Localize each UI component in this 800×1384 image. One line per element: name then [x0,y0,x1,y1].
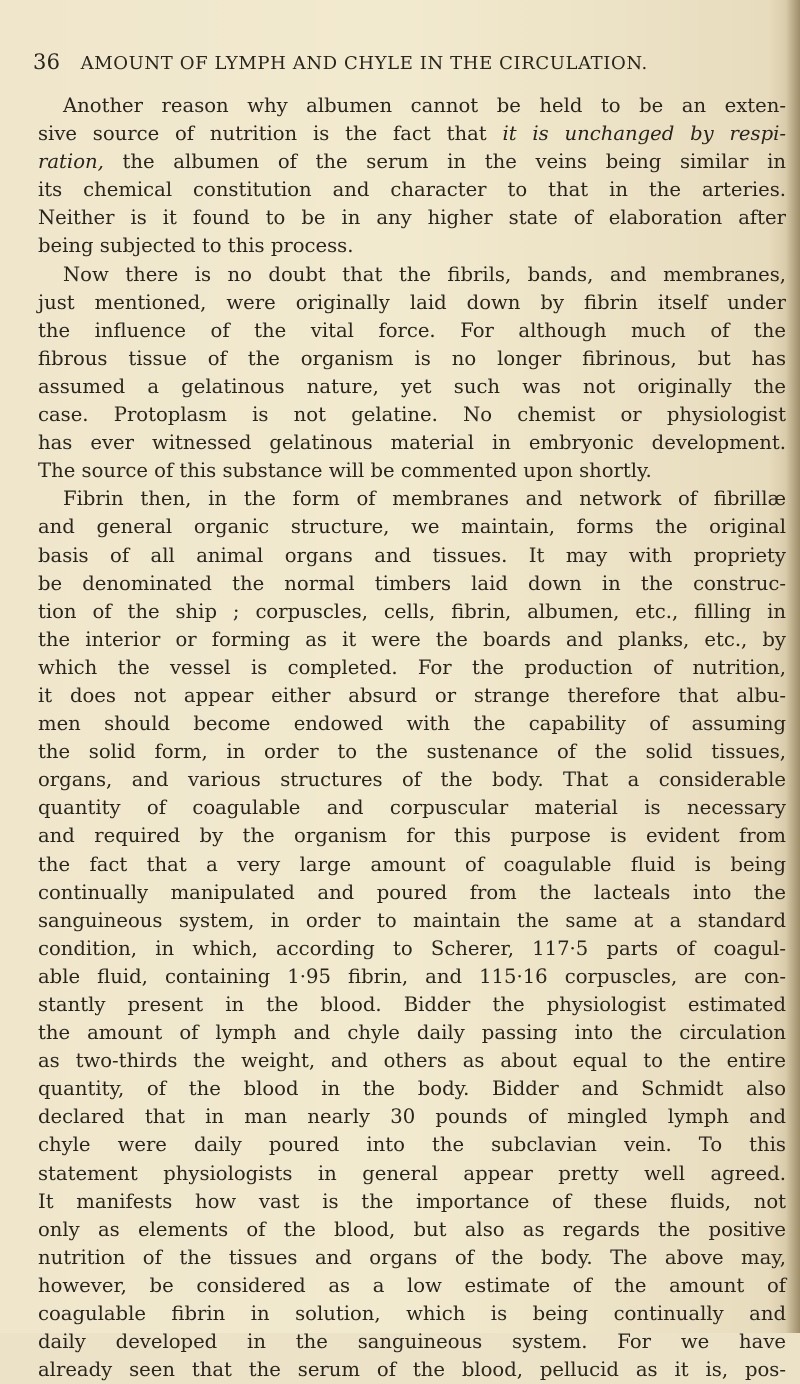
text-line: sanguineous system, in order to maintain the same at a standard [38,908,786,932]
text-line: the interior or forming as it were the boards and planks, etc., by [38,627,786,651]
text-line: tion of the ship ; corpuscles, cells, fibrin, albumen, etc., filling in [38,599,786,623]
page-number: 36 [33,50,61,74]
text-line: its chemical constitution and character to that in the arteries. [38,178,786,202]
text-line: the influence of the vital force. For although much of the [38,318,786,342]
text-line: as two-thirds the weight, and others as about equal to the entire [38,1049,786,1073]
text-line: case. Protoplasm is not gelatine. No chemist or physiologist [38,403,786,427]
running-header [33,50,773,74]
text-line: statement physiologists in general appear pretty well agreed. [38,1161,786,1185]
text-line: fibrous tissue of the organism is no longer fibrinous, but has [38,346,786,370]
text-line: The source of this substance will be commented upon shortly. [38,459,652,483]
text-line: Neither is it found to be in any higher state of elaboration after [38,206,786,230]
text-line: only as elements of the blood, but also as regards the positive [38,1217,786,1241]
text-line: declared that in man nearly 30 pounds of mingled lymph and [38,1105,786,1129]
text-line: daily developed in the sanguineous system. For we have [38,1330,786,1354]
text-line: just mentioned, were originally laid down by fibrin itself under [38,290,786,314]
text-line: coagulable fibrin in solution, which is being continually and [38,1302,786,1326]
text-line: chyle were daily poured into the subclavian vein. To this [38,1133,786,1157]
running-title: AMOUNT OF LYMPH AND CHYLE IN THE CIRCULATION. [80,53,648,74]
text-line: and required by the organism for this purpose is evident from [38,824,786,848]
text-line: It manifests how vast is the importance of these fluids, not [38,1189,786,1213]
text-line: being subjected to this process. [38,234,354,258]
text-line: has ever witnessed gelatinous material in embryonic development. [38,431,786,455]
text-line: assumed a gelatinous nature, yet such was not originally the [38,374,786,398]
text-line: the fact that a very large amount of coagulable fluid is being [38,852,786,876]
text-line: the solid form, in order to the sustenance of the solid tissues, [38,740,786,764]
text-line: ration, the albumen of the serum in the veins being similar in [38,150,786,174]
text-line: Fibrin then, in the form of membranes and network of fibrillæ [63,487,786,511]
text-line: which the vessel is completed. For the production of nutrition, [38,655,786,679]
text-line: be denominated the normal timbers laid down in the construc- [38,571,786,595]
page-edge-shadow [786,0,800,1333]
text-line: already seen that the serum of the blood, pellucid as it is, pos- [38,1358,786,1382]
text-line: quantity of coagulable and corpuscular material is necessary [38,796,786,820]
text-line: it does not appear either absurd or strange therefore that albu- [38,683,786,707]
text-line: men should become endowed with the capability of assuming [38,712,786,736]
text-line: able fluid, containing 1·95 fibrin, and 115·16 corpuscles, are con- [38,964,786,988]
text-line: however, be considered as a low estimate of the amount of [38,1273,786,1297]
body-text [38,92,786,1384]
text-line: and general organic structure, we maintain, forms the original [38,515,786,539]
text-line: Now there is no doubt that the fibrils, bands, and membranes, [63,262,786,286]
text-line: sive source of nutrition is the fact that it is unchanged by respi- [38,122,786,146]
text-line: Another reason why albumen cannot be held to be an exten- [63,94,786,117]
text-line: condition, in which, according to Scherer, 117·5 parts of coagul- [38,936,786,960]
text-line: nutrition of the tissues and organs of the body. The above may, [38,1245,786,1269]
text-line: basis of all animal organs and tissues. It may with propriety [38,543,786,567]
text-line: organs, and various structures of the body. That a considerable [38,768,786,792]
text-line: continually manipulated and poured from the lacteals into the [38,880,786,904]
text-line: the amount of lymph and chyle daily passing into the circulation [38,1021,786,1045]
text-line: stantly present in the blood. Bidder the physiologist estimated [38,993,786,1016]
text-line: quantity, of the blood in the body. Bidder and Schmidt also [38,1077,786,1101]
